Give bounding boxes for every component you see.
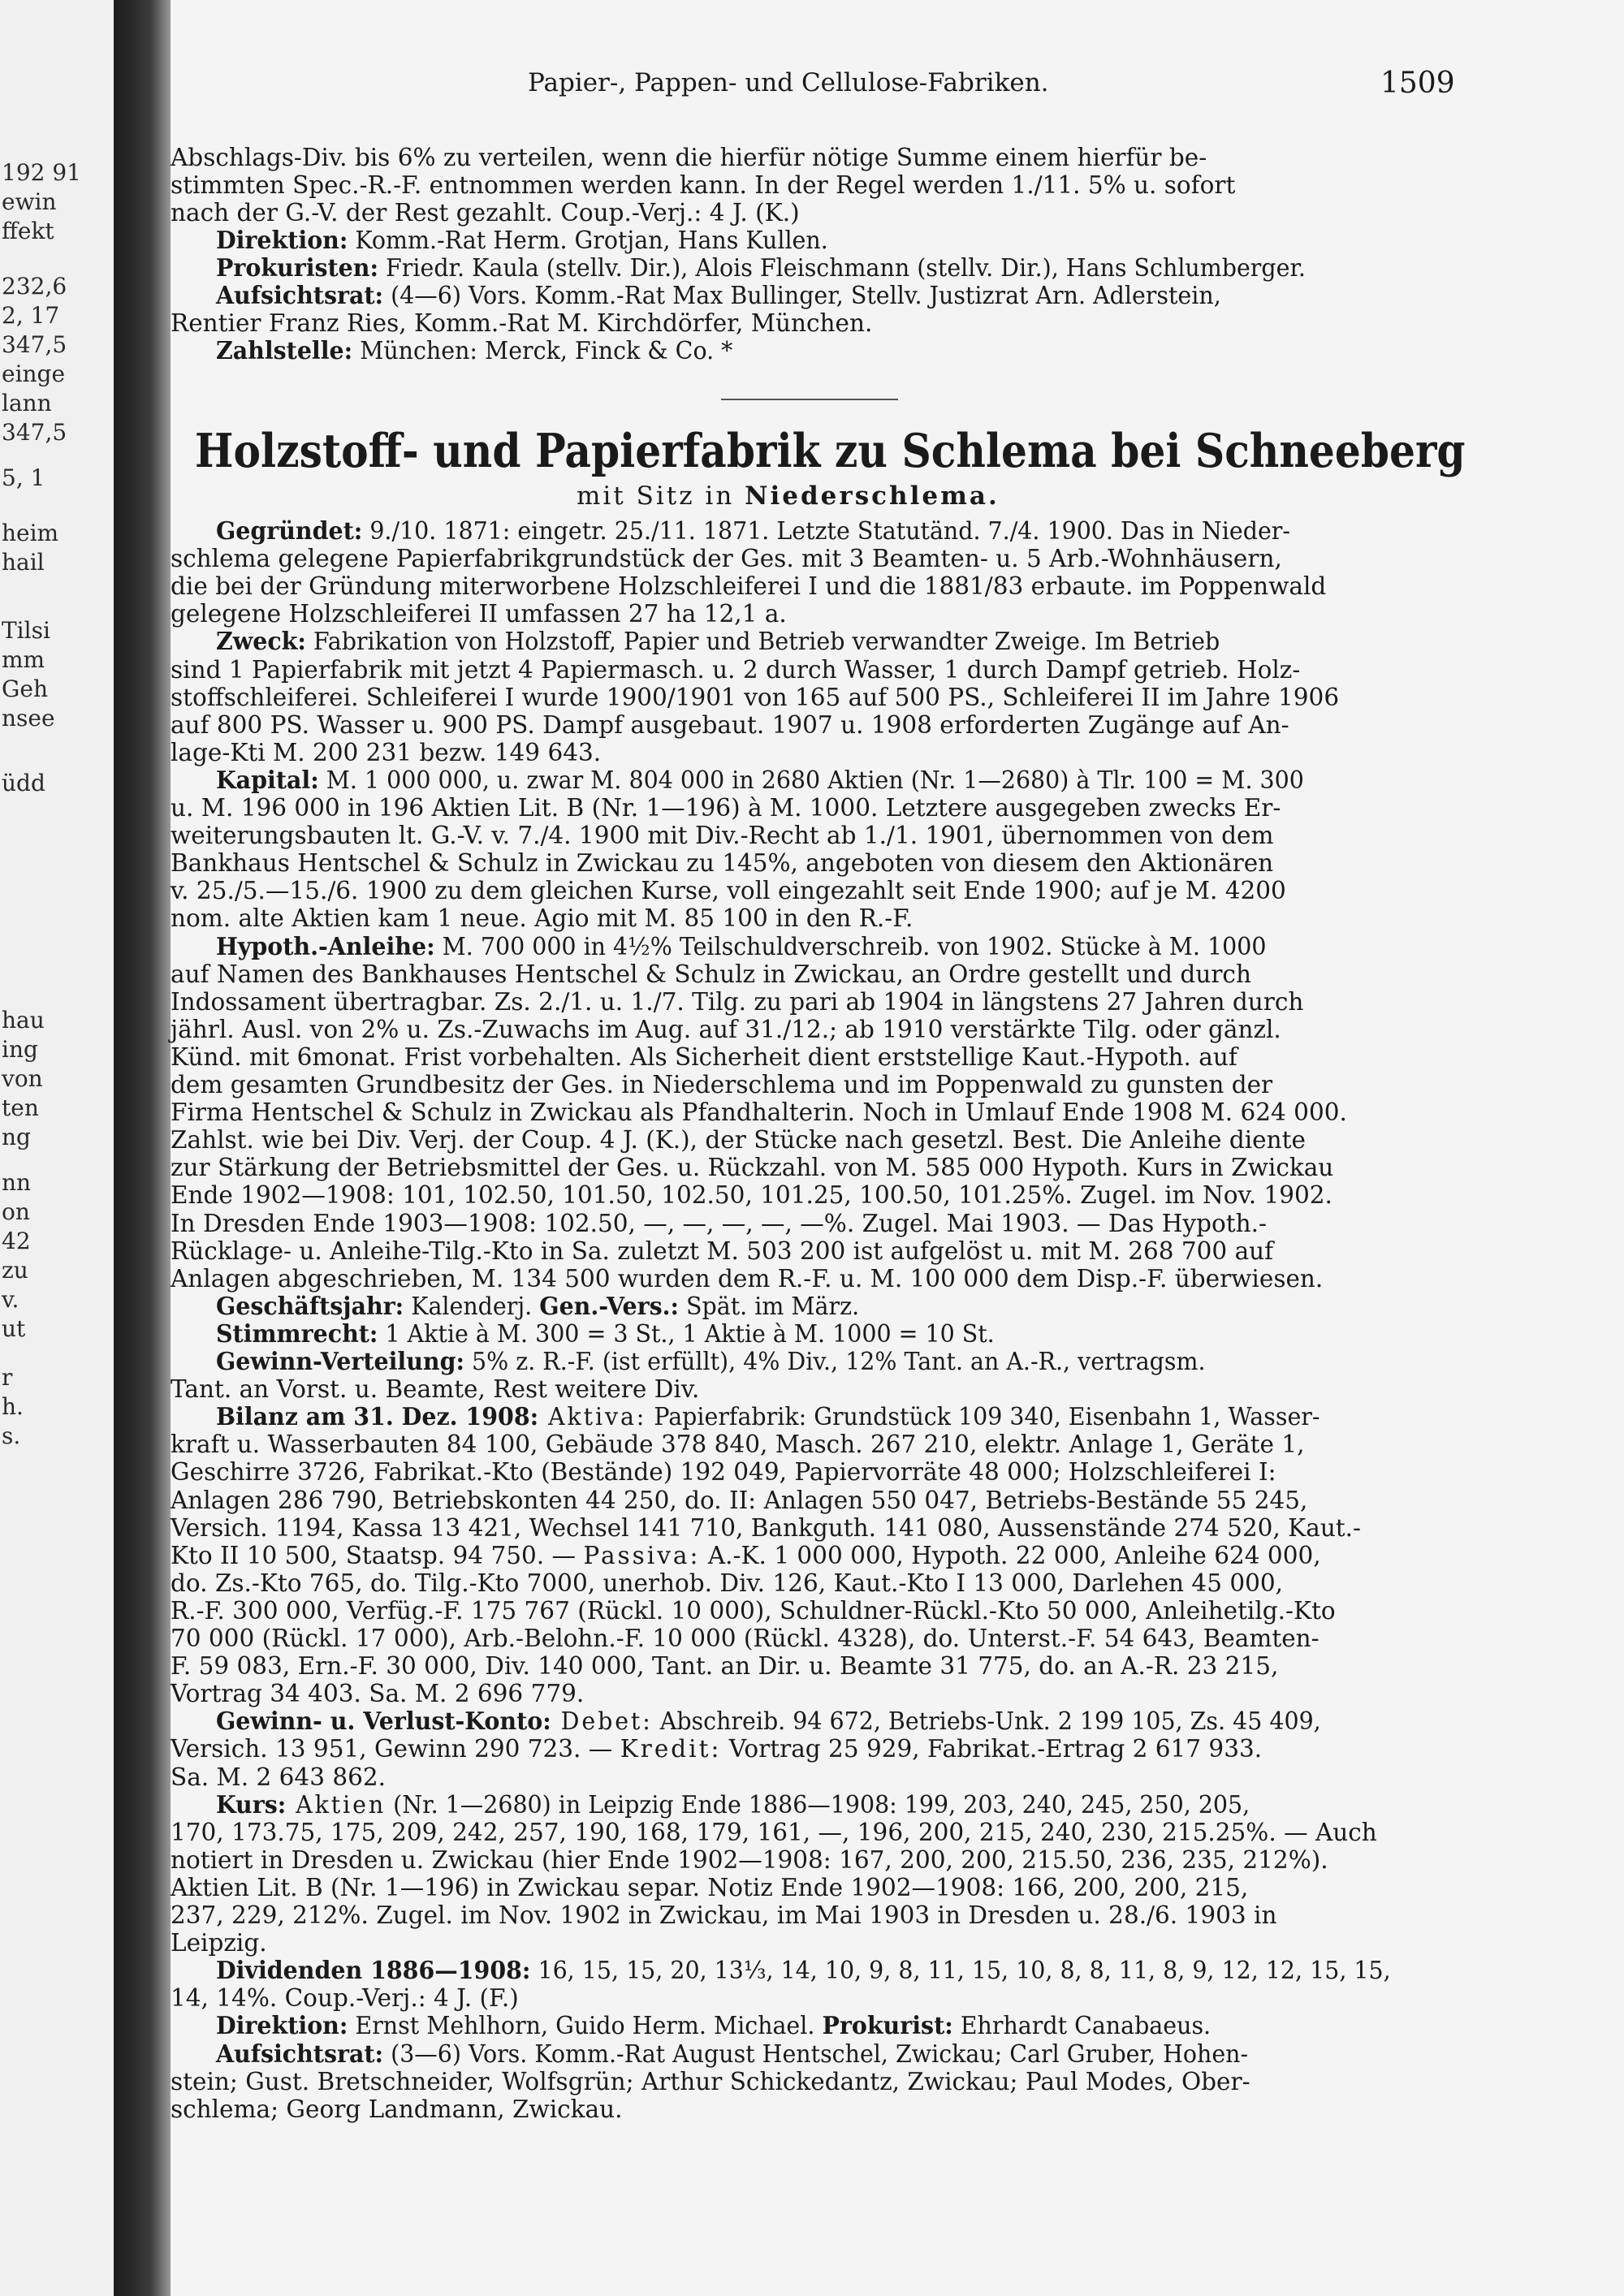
- field-text: Vortrag 25 929, Fabrikat.-Ertrag 2 617 933.: [721, 1735, 1263, 1763]
- text-line: auf Namen des Bankhauses Hentschel & Schulz in Zwickau, an Ordre gestellt und durch: [171, 960, 1251, 988]
- text-line: u. M. 196 000 in 196 Aktien Lit. B (Nr. 1—196) à M. 1000. Letztere ausgegeben zwecks Er-: [171, 794, 1281, 822]
- field-text: Abschreib. 94 672, Betriebs-Unk. 2 199 105, Zs. 45 409,: [652, 1707, 1321, 1735]
- prev-page-fragment: on: [2, 1198, 30, 1225]
- prev-page-fragment: v.: [2, 1286, 19, 1313]
- aufsichtsrat-line: [171, 282, 1453, 309]
- text-line: [171, 1735, 1453, 1763]
- field-text: Friedr. Kaula (stellv. Dir.), Alois Fleischmann (stellv. Dir.), Hans Schlumberger.: [378, 254, 1306, 282]
- text-line: Rentier Franz Ries, Komm.-Rat M. Kirchdörfer, München.: [171, 309, 873, 337]
- prev-page-fragment: hail: [2, 549, 45, 576]
- prev-page-fragment: 192 91: [2, 159, 81, 186]
- field-text: M. 1 000 000, u. zwar M. 804 000 in 2680 Aktien (Nr. 1—2680) à Tlr. 100 = M. 300: [318, 766, 1304, 794]
- text-line: Anlagen abgeschrieben, M. 134 500 wurden dem R.-F. u. M. 100 000 dem Disp.-F. überwiesen.: [171, 1265, 1324, 1293]
- prev-page-fragment: mm: [2, 646, 45, 673]
- field-text: Kalenderj.: [404, 1293, 540, 1320]
- text-line: zur Stärkung der Betriebsmittel der Ges. u. Rückzahl. von M. 585 000 Hypoth. Kurs in Zwickau: [171, 1154, 1334, 1181]
- prev-page-fragment: ng: [2, 1124, 31, 1150]
- seat-place: Niederschlema.: [745, 481, 1000, 511]
- text-line: [171, 1293, 1453, 1320]
- text-line: v. 25./5.—15./6. 1900 zu dem gleichen Kurse, voll eingezahlt seit Ende 1900; auf je M. 4200: [171, 877, 1286, 904]
- text-line: [171, 1403, 1453, 1431]
- prev-page-fragment: heim: [2, 520, 59, 546]
- text-line: Abschlags-Div. bis 6% zu verteilen, wenn die hierfür nötige Summe einem hierfür be-: [171, 144, 1207, 171]
- text-line: Ende 1902—1908: 101, 102.50, 101.50, 102.50, 101.25, 100.50, 101.25%. Zugel. im Nov. 1902.: [171, 1181, 1332, 1209]
- text-line: [171, 933, 1453, 960]
- field-text: Fabrikation von Holzstoff, Papier und Betrieb verwandter Zweige. Im Betrieb: [305, 628, 1220, 655]
- text-line: [171, 2012, 1453, 2039]
- field-label: Direktion:: [215, 226, 348, 254]
- book-gutter: [114, 0, 171, 2296]
- text-line: jährl. Ausl. von 2% u. Zs.-Zuwachs im Aug. auf 31./12.; ab 1910 verstärkte Tilg. oder gänzl.: [171, 1016, 1281, 1043]
- text-line: schlema gelegene Papierfabrikgrundstück der Ges. mit 3 Beamten- u. 5 Arb.-Wohnhäusern,: [171, 545, 1282, 572]
- document-page: [171, 0, 1624, 2296]
- text-line: Leipzig.: [171, 1929, 267, 1957]
- text-line: 14, 14%. Coup.-Verj.: 4 J. (F.): [171, 1984, 519, 2012]
- running-header: Papier-, Pappen- und Cellulose-Fabriken.: [528, 68, 1049, 97]
- company-seat: [577, 481, 1000, 511]
- text-line: do. Zs.-Kto 765, do. Tilg.-Kto 7000, unerhob. Div. 126, Kaut.-Kto I 13 000, Darlehen 45 000,: [171, 1569, 1284, 1597]
- text-line: Vortrag 34 403. Sa. M. 2 696 779.: [171, 1680, 585, 1707]
- text-line: Firma Hentschel & Schulz in Zwickau als Pfandhalterin. Noch in Umlauf Ende 1908 M. 624 000.: [171, 1098, 1347, 1126]
- field-text: A.-K. 1 000 000, Hypoth. 22 000, Anleihe 624 000,: [700, 1542, 1321, 1569]
- prev-page-fragment: hau: [2, 1007, 45, 1034]
- text-line: notiert in Dresden u. Zwickau (hier Ende 1902—1908: 167, 200, 200, 215.50, 236, 235, 212%).: [171, 1846, 1328, 1874]
- zahlstelle-line: [171, 337, 1453, 365]
- prev-page-fragment: einge: [2, 360, 66, 387]
- field-text: M. 700 000 in 4½% Teilschuldverschreib. von 1902. Stücke à M. 1000: [434, 933, 1267, 960]
- text-line: 170, 173.75, 175, 209, 242, 257, 190, 168, 179, 161, —, 196, 200, 215, 240, 230, 215.25%. — Auch: [171, 1819, 1377, 1846]
- text-line: auf 800 PS. Wasser u. 900 PS. Dampf ausgebaut. 1907 u. 1908 erforderten Zugänge auf An-: [171, 711, 1289, 739]
- field-text: 5% z. R.-F. (ist erfüllt), 4% Div., 12% Tant. an A.-R., vertragsm.: [464, 1348, 1206, 1375]
- text-line: F. 59 083, Ern.-F. 30 000, Div. 140 000, Tant. an Dir. u. Beamte 31 775, do. an A.-R. 23 215,: [171, 1652, 1279, 1680]
- text-line: lage-Kti M. 200 231 bezw. 149 643.: [171, 739, 602, 766]
- field-text: Ernst Mehlhorn, Guido Herm. Michael.: [348, 2012, 823, 2039]
- text-line: [171, 1542, 1453, 1569]
- field-text: (3—6) Vors. Komm.-Rat August Hentschel, Zwickau; Carl Gruber, Hohen-: [383, 2040, 1249, 2068]
- field-label: Aufsichtsrat:: [215, 2039, 384, 2068]
- prev-page-fragment: 232,6: [2, 273, 67, 300]
- field-label: Bilanz am 31. Dez. 1908:: [215, 1402, 539, 1431]
- prev-page-fragment: 42: [2, 1228, 31, 1254]
- direktion-line: [171, 227, 1453, 254]
- text-line: Anlagen 286 790, Betriebskonten 44 250, do. II: Anlagen 550 047, Betriebs-Bestände 55 245,: [171, 1487, 1308, 1514]
- prev-page-fragment: ffekt: [2, 218, 54, 244]
- prev-page-fragment: h.: [2, 1393, 24, 1420]
- text-line: 237, 229, 212%. Zugel. im Nov. 1902 in Zwickau, im Mai 1903 in Dresden u. 28./6. 1903 in: [171, 1901, 1277, 1929]
- field-label: Gen.-Vers.:: [539, 1292, 680, 1320]
- field-text: (4—6) Vors. Komm.-Rat Max Bullinger, Stellv. Justizrat Arn. Adlerstein,: [383, 282, 1221, 309]
- text-line: Indossament übertragbar. Zs. 2./1. u. 1./7. Tilg. zu pari ab 1904 in längstens 27 Jahren durch: [171, 988, 1304, 1016]
- text-line: R.-F. 300 000, Verfüg.-F. 175 767 (Rückl. 10 000), Schuldner-Rückl.-Kto 50 000, Anleihetilg.-Kto: [171, 1597, 1336, 1625]
- spaced-label: Aktiva:: [538, 1403, 647, 1431]
- field-text: Versich. 13 951, Gewinn 290 723. —: [171, 1735, 620, 1763]
- prev-page-fragment: nn: [2, 1169, 32, 1196]
- spaced-label: Debet:: [551, 1707, 653, 1735]
- prev-page-fragment: 2, 17: [2, 302, 60, 329]
- section-divider: [721, 399, 898, 400]
- text-line: [171, 1791, 1453, 1819]
- field-label: Zahlstelle:: [215, 336, 353, 365]
- prev-page-fragment: zu: [2, 1257, 28, 1284]
- text-line: kraft u. Wasserbauten 84 100, Gebäude 378 840, Masch. 267 210, elektr. Anlage 1, Geräte 1,: [171, 1431, 1305, 1458]
- text-line: [171, 766, 1453, 794]
- text-line: Zahlst. wie bei Div. Verj. der Coup. 4 J. (K.), der Stücke nach gesetzl. Best. Die Anleihe diente: [171, 1126, 1306, 1154]
- company-heading: Holzstoff- und Papierfabrik zu Schlema bei Schneeberg: [195, 424, 1466, 478]
- prev-page-fragment: 347,5: [2, 419, 67, 446]
- prev-page-fragment: üdd: [2, 770, 45, 796]
- prev-page-fragment: ewin: [2, 188, 57, 215]
- text-line: [171, 517, 1453, 545]
- text-line: [171, 1957, 1453, 1984]
- prev-page-fragment: Tilsi: [2, 617, 50, 644]
- text-line: [171, 1348, 1453, 1375]
- field-label: Aufsichtsrat:: [215, 281, 384, 309]
- text-line: 70 000 (Rückl. 17 000), Arb.-Belohn.-F. 10 000 (Rückl. 4328), do. Unterst.-F. 54 643, Beamten-: [171, 1625, 1320, 1652]
- spaced-label: Aktien: [286, 1791, 387, 1819]
- field-label: Direktion:: [215, 2011, 348, 2039]
- field-text: 16, 15, 15, 20, 13⅓, 14, 10, 9, 8, 11, 15, 10, 8, 8, 11, 8, 9, 12, 12, 15, 15,: [530, 1957, 1391, 1984]
- prev-page-fragment: ing: [2, 1036, 38, 1063]
- text-line: Rücklage- u. Anleihe-Tilg.-Kto in Sa. zuletzt M. 503 200 ist aufgelöst u. mit M. 268 700 auf: [171, 1237, 1274, 1265]
- text-line: [171, 1320, 1453, 1348]
- field-label: Prokurist:: [822, 2011, 953, 2039]
- field-label: Kapital:: [215, 766, 319, 794]
- field-text: 1 Aktie à M. 300 = 3 St., 1 Aktie à M. 1000 = 10 St.: [378, 1320, 995, 1348]
- text-line: [171, 2040, 1453, 2068]
- spaced-label: Passiva:: [583, 1542, 701, 1569]
- field-label: Kurs:: [215, 1790, 287, 1819]
- seat-prefix: mit Sitz in: [577, 481, 745, 511]
- spaced-label: Kredit:: [620, 1735, 722, 1763]
- field-text: München: Merck, Finck & Co. *: [352, 337, 733, 365]
- text-line: Versich. 1194, Kassa 13 421, Wechsel 141 710, Bankguth. 141 080, Aussenstände 274 520, Kaut.-: [171, 1514, 1362, 1542]
- text-line: dem gesamten Grundbesitz der Ges. in Niederschlema und im Poppenwald zu gunsten der: [171, 1071, 1273, 1098]
- prokuristen-line: [171, 254, 1453, 282]
- prev-page-fragment: ut: [2, 1315, 26, 1342]
- text-line: [171, 628, 1453, 655]
- text-line: Tant. an Vorst. u. Beamte, Rest weitere Div.: [171, 1375, 700, 1403]
- prev-page-fragment: Geh: [2, 675, 48, 702]
- text-line: [171, 1707, 1453, 1735]
- field-text: Spät. im März.: [679, 1293, 860, 1320]
- prev-page-fragment: nsee: [2, 705, 55, 732]
- text-line: stein; Gust. Bretschneider, Wolfsgrün; Arthur Schickedantz, Zwickau; Paul Modes, Ober-: [171, 2068, 1250, 2095]
- prev-page-fragment: lann: [2, 390, 52, 416]
- text-line: In Dresden Ende 1903—1908: 102.50, —, —, —, —, —%. Zugel. Mai 1903. — Das Hypoth.-: [171, 1210, 1267, 1237]
- prev-page-fragment: 347,5: [2, 331, 67, 358]
- text-line: Bankhaus Hentschel & Schulz in Zwickau zu 145%, angeboten von diesem den Aktionären: [171, 849, 1274, 877]
- previous-page-edge: [0, 0, 114, 2296]
- field-label: Prokuristen:: [215, 253, 378, 282]
- text-line: Künd. mit 6monat. Frist vorbehalten. Als Sicherheit dient erststellige Kaut.-Hypoth. auf: [171, 1043, 1237, 1071]
- text-line: weiterungsbauten lt. G.-V. v. 7./4. 1900 mit Div.-Recht ab 1./1. 1901, übernommen von dem: [171, 822, 1274, 849]
- prev-page-fragment: von: [2, 1065, 43, 1092]
- text-line: nach der G.-V. der Rest gezahlt. Coup.-Verj.: 4 J. (K.): [171, 199, 800, 227]
- text-line: sind 1 Papierfabrik mit jetzt 4 Papiermasch. u. 2 durch Wasser, 1 durch Dampf getrieb. Holz-: [171, 656, 1301, 684]
- field-text: Komm.-Rat Herm. Grotjan, Hans Kullen.: [348, 227, 828, 254]
- field-label: Gegründet:: [215, 516, 363, 545]
- field-text: Papierfabrik: Grundstück 109 340, Eisenbahn 1, Wasser-: [646, 1403, 1320, 1431]
- text-line: Geschirre 3726, Fabrikat.-Kto (Bestände) 192 049, Papiervorräte 48 000; Holzschleiferei I:: [171, 1458, 1276, 1486]
- field-label: Zweck:: [215, 627, 306, 655]
- page-number: 1509: [1380, 67, 1455, 100]
- field-text: Ehrhardt Canabaeus.: [952, 2012, 1212, 2039]
- field-text: (Nr. 1—2680) in Leipzig Ende 1886—1908: 199, 203, 240, 245, 250, 205,: [386, 1791, 1250, 1819]
- text-line: schlema; Georg Landmann, Zwickau.: [171, 2095, 623, 2123]
- text-line: die bei der Gründung miterworbene Holzschleiferei I und die 1881/83 erbaute. im Poppenwald: [171, 572, 1327, 600]
- prev-page-fragment: 5, 1: [2, 464, 45, 491]
- field-text: 9./10. 1871: eingetr. 25./11. 1871. Letzte Statutänd. 7./4. 1900. Das in Nieder-: [362, 517, 1291, 545]
- field-label: Gewinn-Verteilung:: [215, 1347, 464, 1375]
- field-label: Hypoth.-Anleihe:: [215, 932, 435, 960]
- field-label: Dividenden 1886—1908:: [215, 1956, 531, 1984]
- prev-page-fragment: ten: [2, 1094, 39, 1121]
- field-label: Geschäftsjahr:: [215, 1292, 404, 1320]
- prev-page-fragment: s.: [2, 1422, 21, 1449]
- text-line: stimmten Spec.-R.-F. entnommen werden kann. In der Regel werden 1./11. 5% u. sofort: [171, 171, 1236, 199]
- field-label: Gewinn- u. Verlust-Konto:: [215, 1707, 551, 1735]
- text-line: Sa. M. 2 643 862.: [171, 1763, 387, 1791]
- text-line: stoffschleiferei. Schleiferei I wurde 1900/1901 von 165 auf 500 PS., Schleiferei II im Jahre 1906: [171, 684, 1340, 711]
- text-line: Aktien Lit. B (Nr. 1—196) in Zwickau separ. Notiz Ende 1902—1908: 166, 200, 200, 215,: [171, 1874, 1249, 1901]
- field-text: Kto II 10 500, Staatsp. 94 750. —: [171, 1542, 584, 1569]
- text-line: nom. alte Aktien kam 1 neue. Agio mit M. 85 100 in den R.-F.: [171, 904, 914, 932]
- text-line: gelegene Holzschleiferei II umfassen 27 ha 12,1 a.: [171, 600, 787, 628]
- prev-page-fragment: r: [2, 1364, 13, 1391]
- field-label: Stimmrecht:: [215, 1319, 378, 1348]
